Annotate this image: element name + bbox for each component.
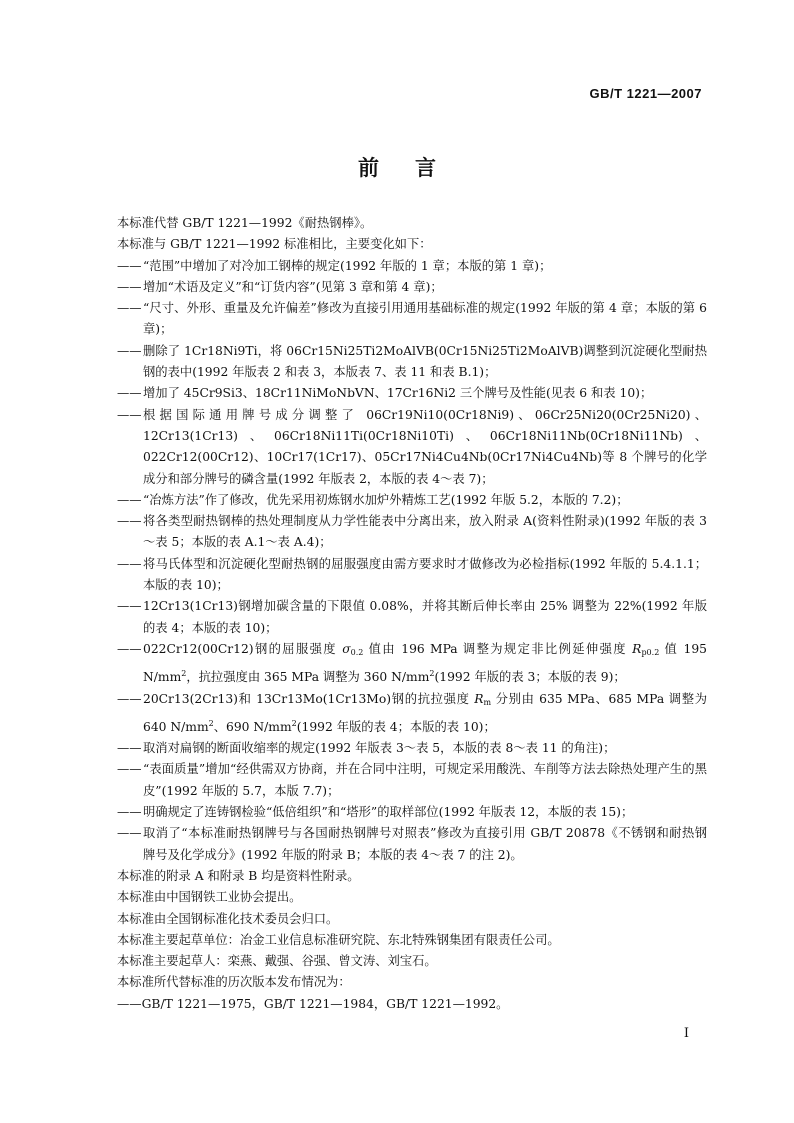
dash-marker: ——	[117, 386, 142, 401]
dash-marker: ——	[117, 805, 142, 820]
dash-marker: ——	[117, 762, 142, 777]
closing-paragraph: 本标准所代替标准的历次版本发布情况为：	[117, 975, 351, 990]
closing-paragraph: 本标准的附录 A 和附录 B 均是资料性附录。	[117, 868, 360, 883]
history-line: ——GB/T 1221—1975，GB/T 1221—1984，GB/T 1221—1992。	[117, 996, 509, 1011]
standard-code: GB/T 1221—2007	[589, 86, 702, 101]
change-item: —— 根据国际通用牌号成分调整了 06Cr19Ni10(0Cr18Ni9)、06Cr25Ni20(0Cr25Ni20)、12Cr13(1Cr13)、06Cr18Ni11Ti(0Cr18Ni10Ti)、06Cr18Ni11Nb(0Cr18Ni11Nb)、022Cr12(00Cr12)、10Cr17(1Cr17)、05Cr17Ni4Cu4Nb(0Cr17Ni4Cu4Nb)等 8 个牌号的化学成分和部分牌号的磷含量(1992 年版表 2，本版的表 4～表 7)；	[117, 405, 707, 490]
change-item: —— 取消对扁钢的断面收缩率的规定(1992 年版表 3～表 5，本版的表 8～表 11 的角注)；	[117, 738, 707, 759]
document-body	[117, 213, 720, 1015]
change-item: —— 将马氏体型和沉淀硬化型耐热钢的屈服强度由需方要求时才做修改为必检指标(1992 年版的 5.4.1.1；本版的表 10)；	[117, 554, 707, 597]
change-item: —— 20Cr13(2Cr13)和 13Cr13Mo(1Cr13Mo)钢的抗拉强度 $R_m$ 分别由 635 MPa、685 MPa 调整为 640 $N/mm^2$、690 $N/mm^2(1992$ 年版的表 4；本版的表 10)；	[117, 689, 707, 739]
page-title: 前言	[358, 156, 472, 180]
change-item: —— 删除了 1Cr18Ni9Ti，将 06Cr15Ni25Ti2MoAlVB(0Cr15Ni25Ti2MoAlVB)调整到沉淀硬化型耐热钢的表中(1992 年版表 2 和表 3，本版表 7、表 11 和表 B.1)；	[117, 341, 707, 384]
tensile-strength-symbol: R	[474, 691, 484, 706]
change-item: —— 增加“术语及定义”和“订货内容”(见第 3 章和第 4 章)；	[117, 277, 707, 298]
closing-paragraph: 本标准由中国钢铁工业协会提出。	[117, 890, 302, 905]
change-item: —— 增加了 45Cr9Si3、18Cr11NiMoNbVN、17Cr16Ni2 三个牌号及性能(见表 6 和表 10)；	[117, 383, 707, 404]
dash-marker: ——	[117, 556, 142, 571]
change-item: —— 12Cr13(1Cr13)钢增加碳含量的下限值 0.08%，并将其断后伸长率由 25% 调整为 22%(1992 年版的表 4；本版的表 10)；	[117, 596, 707, 639]
closing-paragraph: 本标准主要起草单位：冶金工业信息标准研究院、东北特殊钢集团有限责任公司。	[117, 932, 560, 947]
change-item: —— “范围”中增加了对冷加工钢棒的规定(1992 年版的 1 章；本版的第 1 章)；	[117, 256, 707, 277]
dash-marker: ——	[117, 301, 142, 316]
change-item: —— “冶炼方法”作了修改，优先采用初炼钢水加炉外精炼工艺(1992 年版 5.2，本版的 7.2)；	[117, 490, 707, 511]
dash-marker: ——	[117, 641, 142, 656]
intro-paragraph: 本标准代替 GB/T 1221—1992《耐热钢棒》。	[117, 216, 373, 230]
dash-marker: ——	[117, 599, 142, 614]
change-item: —— “表面质量”增加“经供需双方协商，并在合同中注明，可规定采用酸洗、车削等方法去除热处理产生的黑皮”(1992 年版的 5.7，本版 7.7)；	[117, 759, 707, 802]
change-item: —— “尺寸、外形、重量及允许偏差”修改为直接引用通用基础标准的规定(1992 年版的第 4 章；本版的第 6 章)；	[117, 298, 707, 341]
change-item: —— 取消了“本标准耐热钢牌号与各国耐热钢牌号对照表”修改为直接引用 GB/T 20878《不锈钢和耐热钢 牌号及化学成分》(1992 年版的附录 B；本版的表 4～表 7 的注 2)。	[117, 823, 707, 866]
dash-marker: ——	[117, 258, 142, 273]
closing-paragraph: 本标准由全国钢标准化技术委员会归口。	[117, 911, 339, 926]
dash-marker: ——	[117, 407, 142, 422]
dash-marker: ——	[117, 691, 142, 706]
yield-strength-symbol: σ	[342, 641, 351, 656]
dash-marker: ——	[117, 514, 142, 529]
change-item: —— 明确规定了连铸钢检验“低倍组织”和“塔形”的取样部位(1992 年版表 12，本版的表 15)；	[117, 802, 707, 823]
closing-paragraph: 本标准主要起草人：栾燕、戴强、谷强、曾文涛、刘宝石。	[117, 954, 437, 969]
dash-marker: ——	[117, 826, 142, 841]
dash-marker: ——	[117, 492, 142, 507]
change-item: —— 将各类型耐热钢棒的热处理制度从力学性能表中分离出来，放入附录 A(资料性附录)(1992 年版的表 3～表 5；本版的表 A.1～表 A.4)；	[117, 511, 707, 554]
dash-marker: ——	[117, 741, 142, 756]
proof-strength-symbol: R	[632, 641, 642, 656]
intro-paragraph: 本标准与 GB/T 1221—1992 标准相比，主要变化如下：	[117, 237, 432, 252]
dash-marker: ——	[117, 343, 142, 358]
dash-marker: ——	[117, 996, 142, 1011]
change-item: —— 022Cr12(00Cr12)钢的屈服强度 $\sigma_{0.2}$ 值由 196 MPa 调整为规定非比例延伸强度 $R_{p0.2}$ 值 195 $N/mm^2$，抗拉强度由 365 MPa 调整为 360 $N/mm^2(1992$ 年版的表 3；本版的表 9)；	[117, 639, 707, 689]
dash-marker: ——	[117, 279, 142, 294]
page-number: I	[683, 1026, 689, 1041]
